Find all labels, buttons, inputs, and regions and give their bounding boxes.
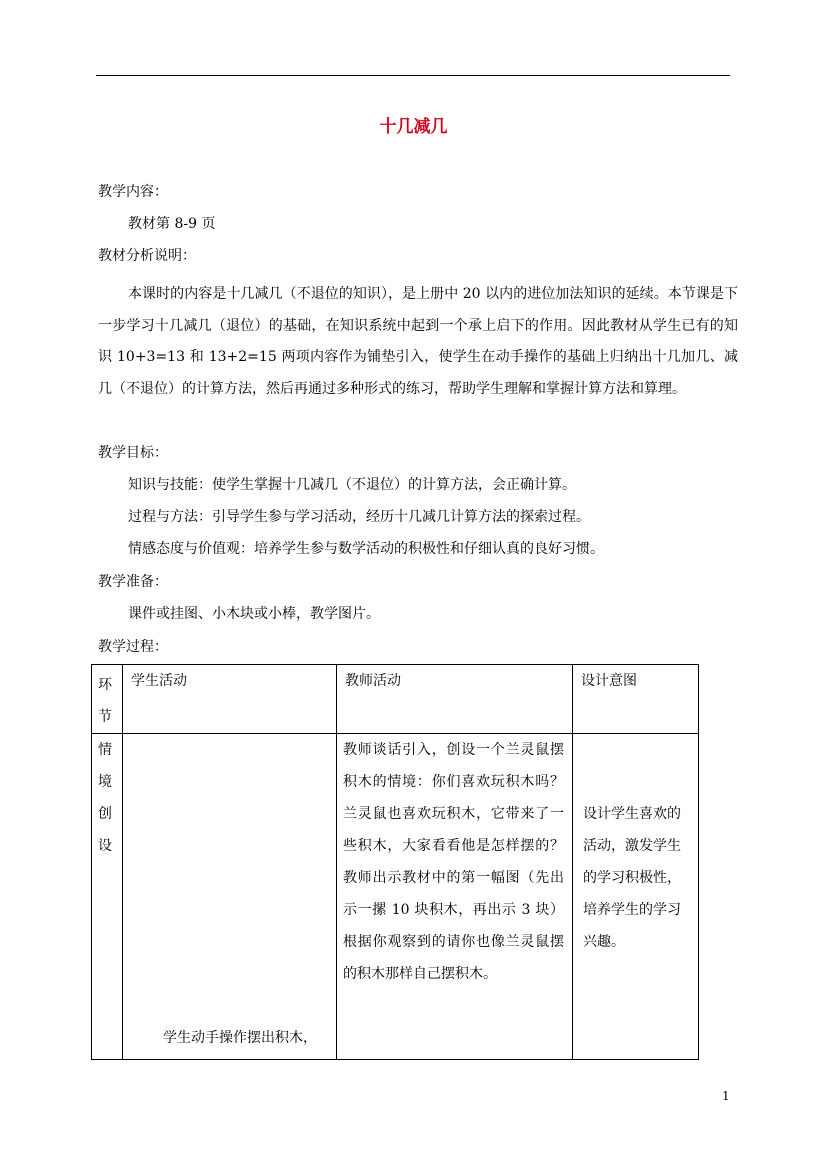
heading-teaching-prep: 教学准备： [98,574,168,590]
goal-process-method: 过程与方法：引导学生参与学习活动，经历十几减几计算方法的探索过程。 [128,509,590,525]
student-activity-cell [123,734,337,1060]
material-analysis-paragraph: 本课时的内容是十几减几（不退位的知识），是上册中 20 以内的进位加法知识的延续。本节课是下一步学习十几减几（退位）的基础，在知识系统中起到一个承上启下的作用。因此教材从学生已有的知识 10+3=13 和 13+2=15 两项内容作为铺垫引入，使学生在动手操作的基础上归纳出十几加几、减几（不退位）的计算方法，然后再通过多种形式的练习，帮助学生理解和掌握计算方法和算理。 [98,286,738,398]
goal-attitude-values: 情感态度与价值观：培养学生参与数学活动的积极性和仔细认真的良好习惯。 [128,541,604,557]
table-header-row [92,665,699,734]
student-activity-text: 学生动手操作摆出积木， [163,1030,317,1046]
page-number: 1 [722,1089,730,1103]
heading-material-analysis: 教材分析说明： [98,248,196,264]
teaching-content-text: 教材第 8-9 页 [128,216,216,232]
header-stage: 环节 [92,665,123,734]
design-intent-cell: 设计学生喜欢的活动，激发学生的学习积极性，培养学生的学习兴趣。 [573,734,699,1060]
heading-teaching-goals: 教学目标： [98,445,168,461]
teaching-prep-text: 课件或挂图、小木块或小棒，教学图片。 [128,606,380,622]
header-rule [96,75,730,76]
header-teacher-activity: 教师活动 [337,665,573,734]
heading-teaching-content: 教学内容： [98,184,168,200]
table-row [92,734,699,1060]
header-student-activity: 学生活动 [123,665,337,734]
stage-cell: 情境创设 [92,734,123,1060]
document-title: 十几减几 [379,117,448,137]
teaching-process-table [91,664,699,1060]
goal-knowledge-skills: 知识与技能：使学生掌握十几减几（不退位）的计算方法，会正确计算。 [128,477,576,493]
heading-teaching-process: 教学过程： [98,639,168,655]
teacher-activity-cell: 教师谈话引入，创设一个兰灵鼠摆积木的情境：你们喜欢玩积木吗？兰灵鼠也喜欢玩积木，它带来了一些积木，大家看看他是怎样摆的？教师出示教材中的第一幅图（先出示一摞 10 块积木，再出示 3 块）根据你观察到的请你也像兰灵鼠摆的积木那样自己摆积木。 [337,734,573,1060]
header-design-intent: 设计意图 [573,665,699,734]
